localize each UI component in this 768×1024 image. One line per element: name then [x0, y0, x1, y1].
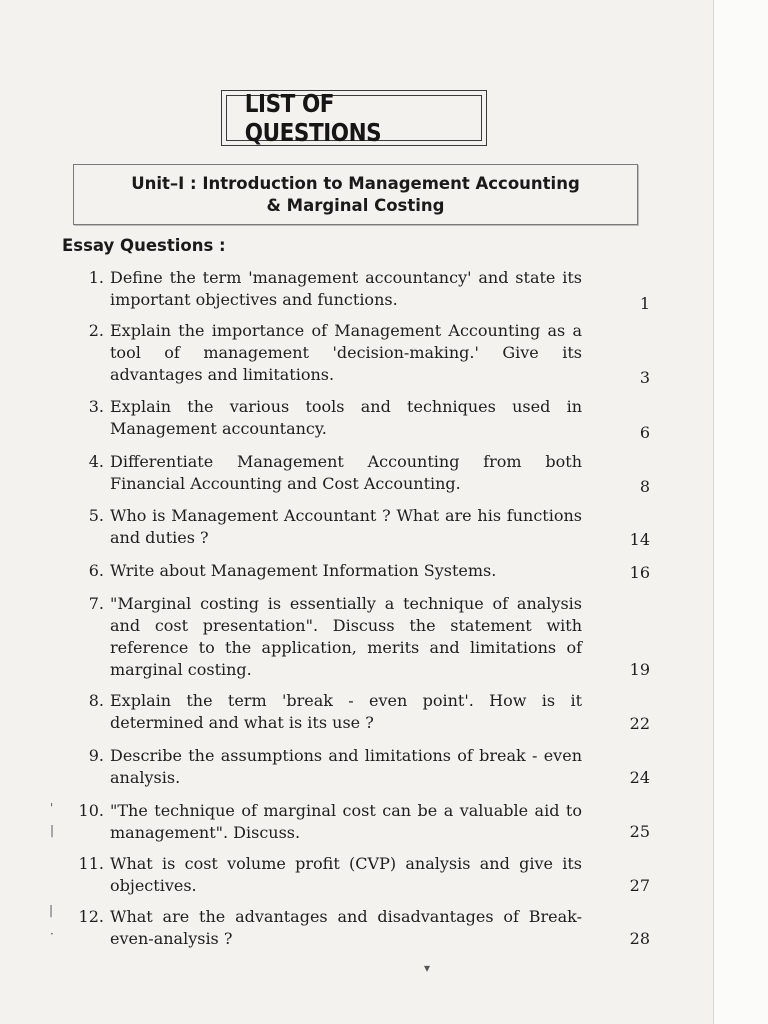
question-number: 9. — [88, 746, 104, 765]
title-box-inner — [226, 89, 482, 147]
question-text: "The technique of marginal cost can be a valuable aid to management". Discuss. — [110, 801, 582, 842]
print-speck: · — [50, 927, 54, 941]
question-page-number: 16 — [629, 563, 650, 582]
question-page-number: 25 — [629, 822, 650, 841]
question-text: What are the advantages and disadvantages of Break-even-analysis ? — [110, 907, 582, 948]
question-number: 12. — [78, 907, 104, 926]
question-page-number: 1 — [639, 294, 650, 313]
question-text: Who is Management Accountant ? What are his functions and duties ? — [110, 506, 582, 547]
question-page-number: 8 — [639, 477, 650, 496]
question-text: Write about Management Information Systems. — [110, 561, 497, 580]
question-number: 5. — [88, 506, 104, 525]
print-speck: ' — [50, 801, 54, 815]
question-page-number: 14 — [629, 530, 650, 549]
print-speck: ▾ — [424, 961, 431, 975]
background-edge — [714, 0, 768, 1024]
title-box — [221, 90, 487, 146]
question-page-number: 6 — [639, 423, 650, 442]
question-text: "Marginal costing is essentially a technique of analysis and cost presentation". Discuss the statement with reference to the application, merits and limitations of marginal costing. — [110, 594, 582, 679]
question-text: Describe the assumptions and limitations of break - even analysis. — [110, 746, 582, 787]
unit-heading-box — [73, 164, 638, 225]
question-page-number: 19 — [629, 660, 650, 679]
question-text: Explain the various tools and techniques used in Management accountancy. — [110, 397, 582, 438]
question-number: 2. — [88, 321, 104, 340]
question-text: Explain the term 'break - even point'. How is it determined and what is its use ? — [110, 691, 582, 732]
page-title: LIST OF QUESTIONS — [244, 89, 382, 147]
question-number: 4. — [88, 452, 104, 471]
question-page-number: 22 — [629, 714, 650, 733]
question-number: 1. — [88, 268, 104, 287]
question-number: 11. — [78, 854, 104, 873]
question-text: Differentiate Management Accounting from both Financial Accounting and Cost Accounting. — [110, 452, 582, 493]
question-page-number: 3 — [639, 368, 650, 387]
section-title: Essay Questions : — [62, 236, 226, 255]
unit-heading-line-1: Unit–I : Introduction to Management Accounting — [131, 173, 580, 193]
question-number: 7. — [88, 594, 104, 613]
unit-heading-line-2: & Marginal Costing — [266, 195, 445, 215]
print-speck: | — [50, 823, 55, 837]
question-text: What is cost volume profit (CVP) analysis and give its objectives. — [110, 854, 582, 895]
question-number: 10. — [78, 801, 104, 820]
print-speck: | — [49, 903, 54, 917]
question-page-number: 24 — [629, 768, 650, 787]
question-number: 6. — [88, 561, 104, 580]
question-page-number: 28 — [629, 929, 650, 948]
question-page-number: 27 — [629, 876, 650, 895]
question-number: 8. — [88, 691, 104, 710]
question-text: Define the term 'management accountancy' and state its important objectives and functions. — [110, 268, 582, 309]
question-text: Explain the importance of Management Accounting as a tool of management 'decision-making.' Give its advantages and limitations. — [110, 321, 582, 384]
question-number: 3. — [88, 397, 104, 416]
